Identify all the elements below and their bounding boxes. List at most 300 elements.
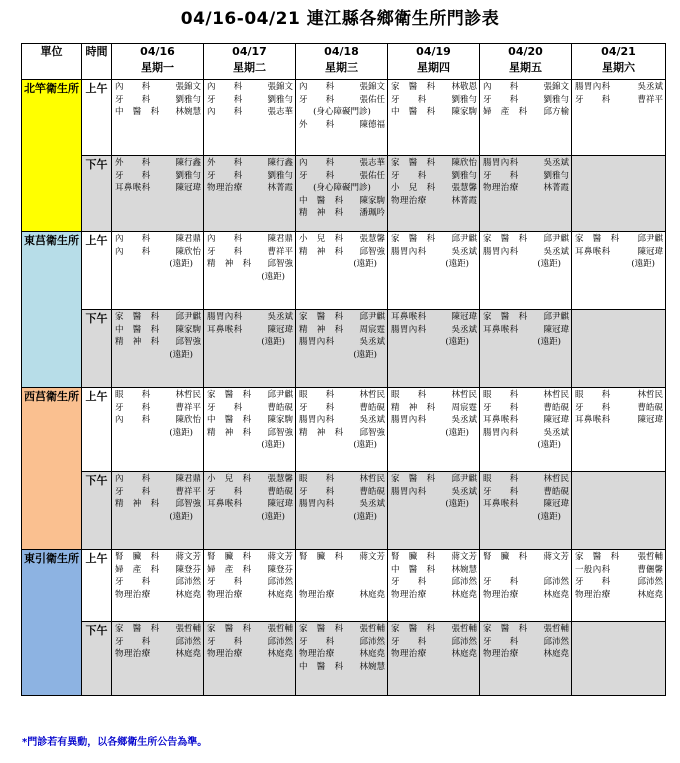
clinic-entry: [391, 246, 477, 259]
clinic-entry: [483, 402, 569, 415]
clinic-entry: [299, 81, 385, 94]
doctor-name: 張錦文: [267, 82, 293, 92]
clinic-cell-content: [204, 550, 295, 601]
clinic-entry: [299, 589, 385, 602]
department-name: 內 科: [115, 82, 151, 92]
department-name: 內 科: [207, 234, 243, 244]
doctor-name: 蔣文芳: [267, 552, 293, 562]
clinic-entry: [207, 157, 293, 170]
clinic-entry: [207, 402, 293, 415]
clinic-cell: [388, 156, 480, 232]
clinic-cell-content: [572, 472, 665, 473]
clinic-entry: [299, 414, 385, 427]
department-name: 物理治療: [115, 589, 151, 600]
clinic-cell: [572, 80, 666, 156]
time-label: 下午: [82, 622, 112, 696]
clinic-entry: [575, 402, 663, 415]
department-name: 家 醫 科: [299, 312, 344, 322]
department-name: 耳鼻喉科: [483, 499, 519, 509]
clinic-cell-content: [296, 622, 387, 673]
department-name: 家 醫 科: [391, 82, 436, 92]
clinic-entry: [115, 623, 201, 636]
department-name: 家 醫 科: [391, 474, 436, 484]
doctor-name: 陳德福: [359, 119, 385, 130]
department-name: 外 科: [207, 158, 243, 168]
department-name: 腸胃內科: [391, 486, 427, 497]
clinic-cell: [480, 388, 572, 472]
clinic-note: (遠距): [261, 337, 285, 347]
department-name: 耳鼻喉科: [115, 183, 151, 193]
doctor-name: 張佑任: [359, 94, 385, 105]
schedule-row-am: [22, 550, 666, 622]
doctor-name: 林庭堯: [267, 589, 293, 600]
time-label: 下午: [82, 156, 112, 232]
doctor-name: 林庭堯: [359, 649, 385, 659]
department-name: 中 醫 科: [299, 195, 344, 206]
clinic-entry: [299, 389, 385, 402]
clinic-entry: [115, 402, 201, 415]
department-name: 腸胃內科: [391, 246, 427, 257]
clinic-entry: [483, 324, 569, 337]
clinic-entry: [207, 258, 293, 271]
department-name: 牙 科: [115, 402, 151, 413]
doctor-name: 吳丞斌: [543, 246, 569, 257]
clinic-entry: [483, 246, 569, 259]
doctor-name: 曹祥平: [175, 402, 201, 413]
time-label: 上午: [82, 388, 112, 472]
clinic-entry: [299, 207, 385, 220]
department-name: 腸胃內科: [299, 499, 335, 509]
doctor-name: 林庭堯: [359, 589, 385, 600]
clinic-entry: [115, 648, 201, 661]
department-name: 物理治療: [299, 649, 335, 659]
doctor-name: 陳君鼎: [175, 474, 201, 484]
day-weekday: 星期二: [233, 61, 266, 74]
clinic-entry: [483, 389, 569, 402]
department-name: 耳鼻喉科: [575, 246, 611, 257]
clinic-entry: [207, 623, 293, 636]
clinic-entry: [575, 94, 663, 107]
time-label: 上午: [82, 80, 112, 156]
clinic-entry: [391, 311, 477, 324]
clinic-entry: [575, 551, 663, 564]
unit-name: 西莒衛生所: [22, 388, 82, 550]
doctor-name: 曹祥平: [267, 246, 293, 257]
clinic-note: (遠距): [353, 349, 377, 360]
clinic-entry: [115, 414, 201, 427]
department-name: 物理治療: [299, 589, 335, 600]
doctor-name: 陳冠瑋: [543, 415, 569, 425]
doctor-name: 林哲民: [543, 390, 569, 400]
department-name: 物理治療: [483, 183, 519, 193]
clinic-entry: [483, 576, 569, 589]
doctor-name: 張哲輔: [359, 624, 385, 634]
time-header: 時間: [82, 44, 112, 80]
doctor-name: 張哲輔: [267, 624, 293, 634]
clinic-entry: [115, 170, 201, 183]
clinic-entry: [207, 564, 293, 577]
clinic-cell: [112, 156, 204, 232]
clinic-entry: [391, 623, 477, 636]
clinic-note: (遠距): [445, 499, 469, 509]
clinic-cell-content: [572, 80, 665, 106]
clinic-cell-content: [572, 550, 665, 601]
clinic-entry: [483, 94, 569, 107]
clinic-entry: [391, 182, 477, 195]
doctor-name: 邱沛然: [451, 577, 477, 587]
clinic-note: (遠距): [353, 259, 377, 269]
day-header: [204, 44, 296, 80]
department-name: 一般內科: [575, 564, 611, 575]
doctor-name: 張哲輔: [451, 624, 477, 634]
department-name: 腎 臟 科: [115, 552, 160, 562]
clinic-cell: [572, 550, 666, 622]
blank-line: [483, 564, 569, 577]
clinic-cell-content: [204, 310, 295, 349]
clinic-cell: [388, 550, 480, 622]
clinic-entry: [483, 486, 569, 499]
clinic-cell: [296, 550, 388, 622]
clinic-entry: [391, 564, 477, 577]
department-name: 小 兒 科: [207, 474, 252, 484]
clinic-cell-content: [480, 550, 571, 601]
department-name: 內 科: [115, 234, 151, 244]
department-name: 牙 科: [299, 170, 335, 181]
department-name: 物理治療: [391, 589, 427, 600]
department-name: 家 醫 科: [483, 312, 528, 322]
clinic-cell: [480, 156, 572, 232]
clinic-cell: [112, 388, 204, 472]
clinic-entry: [115, 636, 201, 649]
doctor-name: 張哲輔: [175, 624, 201, 634]
schedule-table: [21, 43, 666, 696]
clinic-entry: [391, 81, 477, 94]
doctor-name: 林哲民: [359, 390, 385, 400]
doctor-name: 曹皓硯: [267, 402, 293, 413]
clinic-cell: [572, 388, 666, 472]
doctor-name: 林庭堯: [543, 589, 569, 600]
clinic-entry: [207, 170, 293, 183]
clinic-entry: [207, 636, 293, 649]
doctor-name: 林庭堯: [637, 589, 663, 600]
clinic-entry: [575, 589, 663, 602]
clinic-cell-content: [388, 388, 479, 439]
department-name: 精 神 科: [391, 402, 436, 413]
clinic-cell-content: [296, 232, 387, 271]
clinic-entry: [575, 576, 663, 589]
doctor-name: 蔣文芳: [175, 552, 201, 562]
day-weekday: 星期四: [417, 61, 450, 74]
doctor-name: 邱方榆: [543, 107, 569, 117]
clinic-cell: [388, 388, 480, 472]
department-name: 腸胃內科: [483, 158, 519, 168]
clinic-entry: [115, 551, 201, 564]
clinic-cell: [204, 310, 296, 388]
clinic-cell-content: [296, 550, 387, 601]
clinic-entry: [483, 182, 569, 195]
clinic-entry: [207, 551, 293, 564]
clinic-note: (遠距): [445, 427, 469, 438]
clinic-entry: [115, 94, 201, 107]
clinic-entry: [115, 81, 201, 94]
doctor-name: 邱智強: [267, 259, 293, 269]
doctor-name: 陳君鼎: [175, 234, 201, 244]
clinic-cell: [480, 472, 572, 550]
clinic-cell-content: [480, 388, 571, 452]
clinic-entry: [207, 246, 293, 259]
clinic-entry: [483, 636, 569, 649]
day-header: [388, 44, 480, 80]
doctor-name: 吳丞斌: [267, 312, 293, 322]
clinic-cell-content: [388, 80, 479, 119]
clinic-cell: [296, 472, 388, 550]
clinic-entry: [391, 576, 477, 589]
department-name: 牙 科: [115, 94, 151, 105]
clinic-entry: [207, 311, 293, 324]
doctor-name: 吳丞斌: [637, 82, 663, 92]
doctor-name: 林哲民: [175, 390, 201, 400]
doctor-name: 林敬恩: [451, 82, 477, 92]
doctor-name: 曹祥平: [175, 486, 201, 497]
clinic-entry: [115, 157, 201, 170]
doctor-name: 陳行鑫: [175, 158, 201, 168]
department-name: 家 醫 科: [391, 158, 436, 168]
clinic-cell: [204, 232, 296, 310]
department-name: 家 醫 科: [299, 624, 344, 634]
doctor-name: 邱尹麒: [637, 234, 663, 244]
clinic-entry: [483, 623, 569, 636]
clinic-entry: [299, 246, 385, 259]
department-name: 內 科: [115, 415, 151, 425]
clinic-entry: [299, 324, 385, 337]
day-header: [296, 44, 388, 80]
doctor-name: 邱沛然: [543, 577, 569, 587]
department-name: 中 醫 科: [207, 415, 252, 425]
doctor-name: 邱尹麒: [359, 312, 385, 322]
doctor-name: 周宸霆: [451, 402, 477, 413]
department-name: 中 醫 科: [115, 324, 160, 335]
clinic-cell-content: [204, 622, 295, 661]
clinic-note: (遠距): [445, 259, 469, 269]
day-date: 04/20: [508, 45, 543, 58]
clinic-cell-content: [112, 472, 203, 523]
clinic-entry: [207, 233, 293, 246]
clinic-entry: [483, 157, 569, 170]
department-name: 外 科: [299, 119, 335, 130]
department-name: 牙 科: [207, 402, 243, 413]
clinic-entry: [115, 336, 201, 349]
clinic-entry: [299, 498, 385, 511]
clinic-entry: [575, 414, 663, 427]
doctor-name: 吳丞斌: [451, 324, 477, 335]
doctor-name: 邱沛然: [359, 636, 385, 647]
clinic-cell-content: [112, 232, 203, 271]
clinic-entry: [115, 106, 201, 119]
clinic-cell: [388, 80, 480, 156]
doctor-name: 吳丞斌: [543, 158, 569, 168]
clinic-entry: [207, 589, 293, 602]
department-name: 精 神 科: [115, 499, 160, 509]
doctor-name: 邱沛然: [175, 636, 201, 647]
department-name: 內 科: [299, 82, 335, 92]
doctor-name: 陳家駒: [359, 195, 385, 206]
clinic-entry: [115, 486, 201, 499]
department-name: 物理治療: [391, 649, 427, 659]
department-name: 物理治療: [115, 649, 151, 659]
clinic-cell: [388, 472, 480, 550]
clinic-entry: [207, 94, 293, 107]
doctor-name: 陳欣怡: [175, 246, 201, 257]
department-name: 中 醫 科: [391, 107, 436, 117]
clinic-cell: [296, 310, 388, 388]
doctor-name: 林菁霞: [451, 195, 477, 206]
doctor-name: 林哲民: [451, 390, 477, 400]
doctor-name: 邱尹麒: [267, 390, 293, 400]
department-name: 家 醫 科: [575, 552, 620, 562]
department-name: 家 醫 科: [115, 312, 160, 322]
clinic-note: (遠距): [537, 337, 561, 347]
department-name: 小 兒 科: [299, 234, 344, 244]
clinic-entry: [391, 233, 477, 246]
clinic-entry: [115, 576, 201, 589]
clinic-cell-content: [480, 622, 571, 661]
department-name: 婦 產 科: [115, 564, 160, 575]
clinic-entry: [299, 170, 385, 183]
doctor-name: 張慧馨: [451, 183, 477, 193]
department-name: 腎 臟 科: [483, 552, 528, 562]
doctor-name: 邱智強: [359, 246, 385, 257]
schedule-row-pm: [22, 156, 666, 232]
clinic-cell-content: [480, 472, 571, 523]
doctor-name: 蔣文芳: [543, 552, 569, 562]
doctor-name: 林哲民: [637, 390, 663, 400]
clinic-cell: [480, 310, 572, 388]
clinic-cell-content: [296, 80, 387, 131]
clinic-entry: [207, 576, 293, 589]
department-name: 精 神 科: [207, 259, 252, 269]
unit-name: 北竿衛生所: [22, 80, 82, 232]
department-name: 腎 臟 科: [299, 552, 344, 562]
department-name: 耳鼻喉科: [207, 324, 243, 335]
department-name: 物理治療: [391, 195, 427, 206]
doctor-name: 陳家駒: [451, 107, 477, 117]
doctor-name: 邱智強: [267, 427, 293, 438]
doctor-name: 邱尹麒: [543, 312, 569, 322]
department-name: 精 神 科: [299, 246, 344, 257]
department-name: 中 醫 科: [115, 107, 160, 117]
doctor-name: 陳登芬: [267, 564, 293, 575]
doctor-name: 林菁霞: [543, 183, 569, 193]
doctor-name: 邱智強: [175, 499, 201, 509]
doctor-name: 張慧馨: [359, 234, 385, 244]
department-name: 牙 科: [391, 577, 427, 587]
day-weekday: 星期一: [141, 61, 174, 74]
doctor-name: 曹皓硯: [359, 402, 385, 413]
doctor-name: 張志華: [359, 158, 385, 168]
clinic-entry: [207, 81, 293, 94]
department-name: 家 醫 科: [207, 390, 252, 400]
clinic-entry: [207, 648, 293, 661]
department-name: 物理治療: [207, 589, 243, 600]
day-header: [112, 44, 204, 80]
clinic-cell: [480, 622, 572, 696]
day-date: 04/21: [601, 45, 636, 58]
clinic-cell: [480, 80, 572, 156]
department-name: 內 科: [207, 82, 243, 92]
day-header: [480, 44, 572, 80]
department-name: 精 神 科: [299, 324, 344, 335]
clinic-entry: [299, 473, 385, 486]
clinic-note: (遠距): [261, 440, 285, 450]
clinic-cell: [572, 310, 666, 388]
clinic-cell-content: [572, 310, 665, 311]
doctor-name: 邱尹麒: [175, 312, 201, 322]
doctor-name: 林哲民: [543, 474, 569, 484]
doctor-name: 邱沛然: [543, 636, 569, 647]
schedule-row-pm: [22, 472, 666, 550]
doctor-name: 邱尹麒: [451, 234, 477, 244]
doctor-name: 邱沛然: [267, 577, 293, 587]
clinic-cell-content: [388, 550, 479, 601]
doctor-name: 陳君鼎: [267, 234, 293, 244]
department-name: 家 醫 科: [391, 234, 436, 244]
doctor-name: 曹皓硯: [543, 486, 569, 497]
clinic-entry: [115, 182, 201, 195]
blank-line: [299, 576, 385, 589]
clinic-cell: [204, 80, 296, 156]
clinic-note: (遠距): [169, 427, 193, 438]
department-name: 耳鼻喉科: [483, 415, 519, 425]
clinic-cell: [296, 622, 388, 696]
doctor-name: 陳冠瑋: [637, 246, 663, 257]
clinic-cell-content: [480, 80, 571, 119]
clinic-entry: [207, 324, 293, 337]
department-name: 牙 科: [391, 636, 427, 647]
clinic-cell: [572, 472, 666, 550]
clinic-cell: [388, 310, 480, 388]
clinic-entry: [115, 389, 201, 402]
blank-line: [299, 564, 385, 577]
department-name: 耳鼻喉科: [483, 324, 519, 335]
doctor-name: 邱沛然: [637, 577, 663, 587]
department-name: 牙 科: [483, 94, 519, 105]
department-name: 腸胃內科: [299, 337, 335, 347]
department-name: 牙 科: [207, 170, 243, 181]
department-name: 眼 科: [575, 390, 611, 400]
department-name: 內 科: [115, 474, 151, 484]
clinic-cell: [204, 622, 296, 696]
department-name: 內 科: [483, 82, 519, 92]
doctor-name: 陳行鑫: [267, 158, 293, 168]
department-name: 眼 科: [483, 474, 519, 484]
doctor-name: 張錦文: [359, 82, 385, 92]
doctor-name: 曹皓硯: [267, 486, 293, 497]
clinic-entry: [391, 551, 477, 564]
day-date: 04/16: [140, 45, 175, 58]
clinic-entry: [483, 589, 569, 602]
department-name: 牙 科: [115, 636, 151, 647]
clinic-entry: [483, 170, 569, 183]
schedule-row-pm: [22, 622, 666, 696]
clinic-cell: [388, 232, 480, 310]
department-name: 外 科: [115, 158, 151, 168]
clinic-note: (遠距): [445, 337, 469, 347]
clinic-entry: [391, 486, 477, 499]
clinic-cell: [480, 232, 572, 310]
doctor-name: 邱沛然: [267, 636, 293, 647]
doctor-name: 林菁霞: [267, 183, 293, 193]
clinic-cell-content: [204, 388, 295, 452]
